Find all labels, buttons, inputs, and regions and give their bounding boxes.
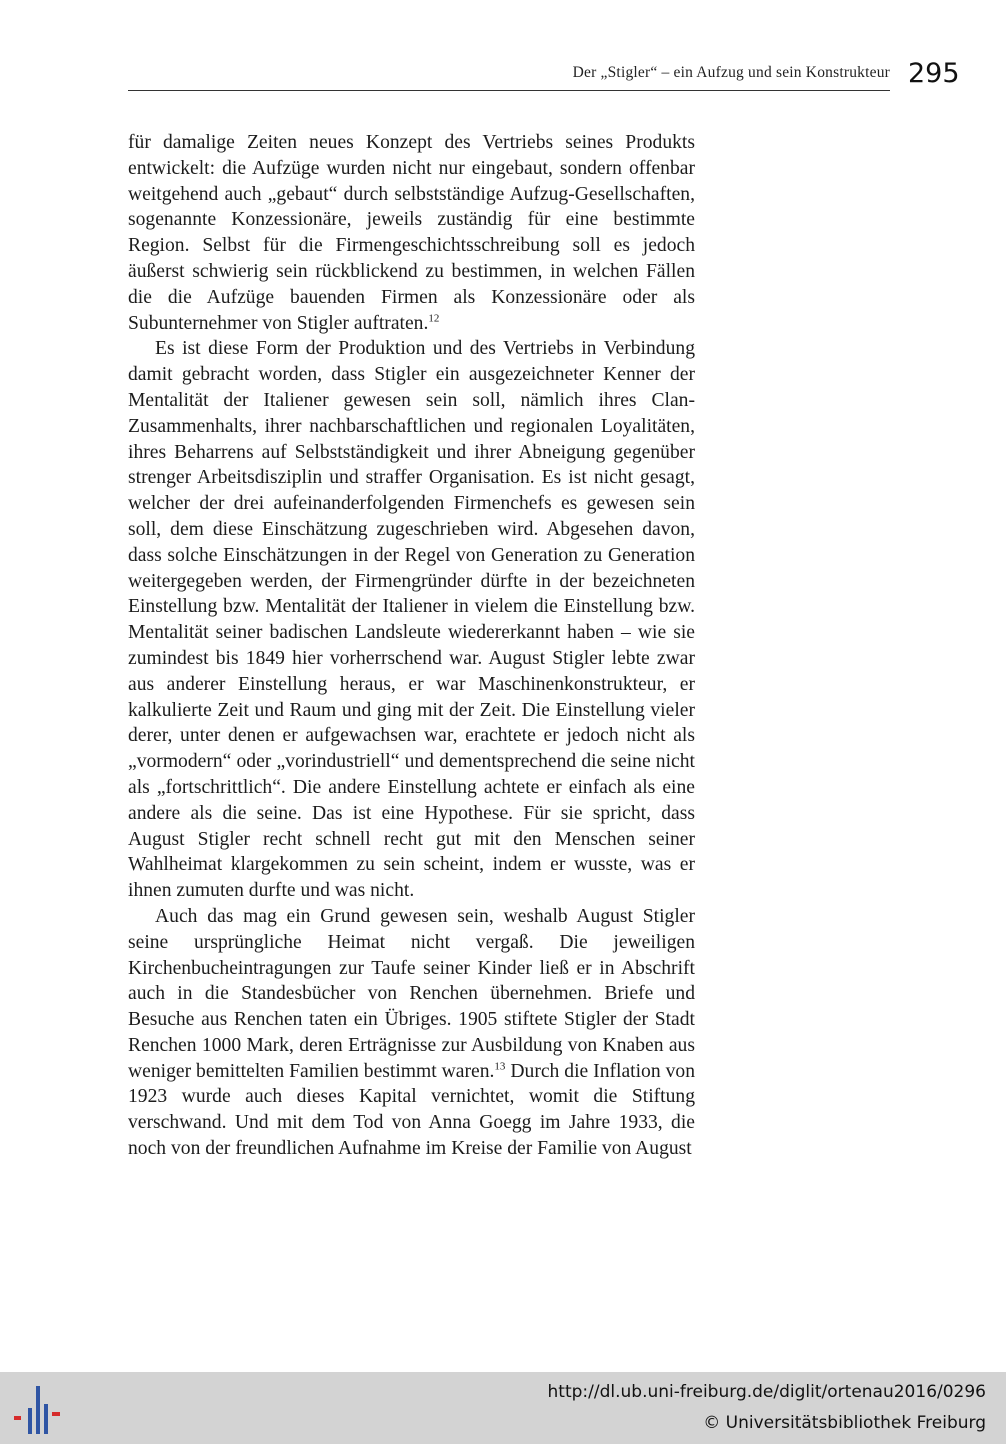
footer-bar <box>0 1372 1006 1444</box>
footnote-ref-13[interactable]: 13 <box>494 1060 506 1073</box>
running-header <box>128 64 890 91</box>
ub-freiburg-logo-icon <box>12 1384 64 1436</box>
footnote-ref-12[interactable]: 12 <box>428 312 440 325</box>
paragraph-3-text-after: Durch die Inflation von 1923 wurde auch dieses Kapital vernichtet, womit die Stiftung verschwand. Und mit dem Tod von Anna Goegg im Jahre 1933, die noch von der freundlichen Aufnahme im Kreise der Familie von August <box>128 1060 695 1160</box>
paragraph-3 <box>128 904 695 1162</box>
page-number: 295 <box>908 58 960 89</box>
footer-url-link[interactable]: http://dl.ub.uni-freiburg.de/diglit/ortenau2016/0296 <box>547 1382 986 1402</box>
body-text <box>128 130 695 1162</box>
running-title: Der „Stigler“ – ein Aufzug und sein Konstrukteur <box>572 64 890 81</box>
paragraph-3-text-before: Auch das mag ein Grund gewesen sein, weshalb August Stigler seine ursprüngliche Heimat nicht vergaß. Die jeweiligen Kirchenbucheintragungen zur Taufe seiner Kinder ließ er in Abschrift auch in die Standesbücher von Renchen übernehmen. Briefe und Besuche aus Renchen taten ein Übriges. 1905 stiftete Stigler der Stadt Renchen 1000 Mark, deren Erträgnisse zur Ausbildung von Knaben aus weniger bemittelten Familien bestimmt waren. <box>128 905 695 1082</box>
footer-copyright: © Universitätsbibliothek Freiburg <box>703 1413 986 1433</box>
paragraph-1-text: für damalige Zeiten neues Konzept des Vertriebs seines Produkts entwickelt: die Aufzüge wurden nicht nur eingebaut, sondern offenbar weitgehend auch „gebaut“ durch selbstständige Aufzug-Gesellschaften, sogenannte Konzessionäre, jeweils zuständig für eine bestimmte Region. Selbst für die Firmengeschichtsschreibung soll es jedoch äußerst schwierig sein rückblickend zu bestimmen, in welchen Fällen die die Aufzüge bauenden Firmen als Konzessionäre oder als Subunternehmer von Stigler auftraten. <box>128 132 695 334</box>
paragraph-2 <box>128 336 695 904</box>
paragraph-2-text: Es ist diese Form der Produktion und des Vertriebs in Verbindung damit gebracht worden, dass Stigler ein ausgezeichneter Kenner der Mentalität der Italiener gewesen sein soll, nämlich ihres Clan-Zusammenhalts, ihrer nachbarschaftlichen und regionalen Loyalitäten, ihres Beharrens auf Selbstständigkeit und ihrer Abneigung gegenüber strenger Arbeitsdisziplin und straffer Organisation. Es ist nicht gesagt, welcher der drei aufeinanderfolgenden Firmenchefs es gewesen sein soll, dem diese Einschätzung zugeschrieben wird. Abgesehen davon, dass solche Einschätzungen in der Regel von Generation zu Generation weitergegeben werden, der Firmengründer dürfte in der bezeichneten Einstellung bzw. Mentalität der Italiener in vielem die Einstellung bzw. Mentalität seiner badischen Landsleute wiedererkannt haben – wie sie zumindest bis 1849 hier vorherrschend war. August Stigler lebte zwar aus anderer Einstellung heraus, er war Maschinenkonstrukteur, er kalkulierte Zeit und Raum und ging mit der Zeit. Die Einstellung vieler derer, unter denen er aufgewachsen war, erachtete er jedoch nicht als „vormodern“ oder „vorindustriell“ und dementsprechend die seine nicht als „fortschrittlich“. Die andere Einstellung achtete er einfach als eine andere als die seine. Das ist eine Hypothese. Für sie spricht, dass August Stigler recht schnell recht gut mit den Menschen seiner Wahlheimat klargekommen zu sein scheint, indem er wusste, was er ihnen zumuten durfte und was nicht. <box>128 338 695 902</box>
paragraph-1 <box>128 130 695 336</box>
